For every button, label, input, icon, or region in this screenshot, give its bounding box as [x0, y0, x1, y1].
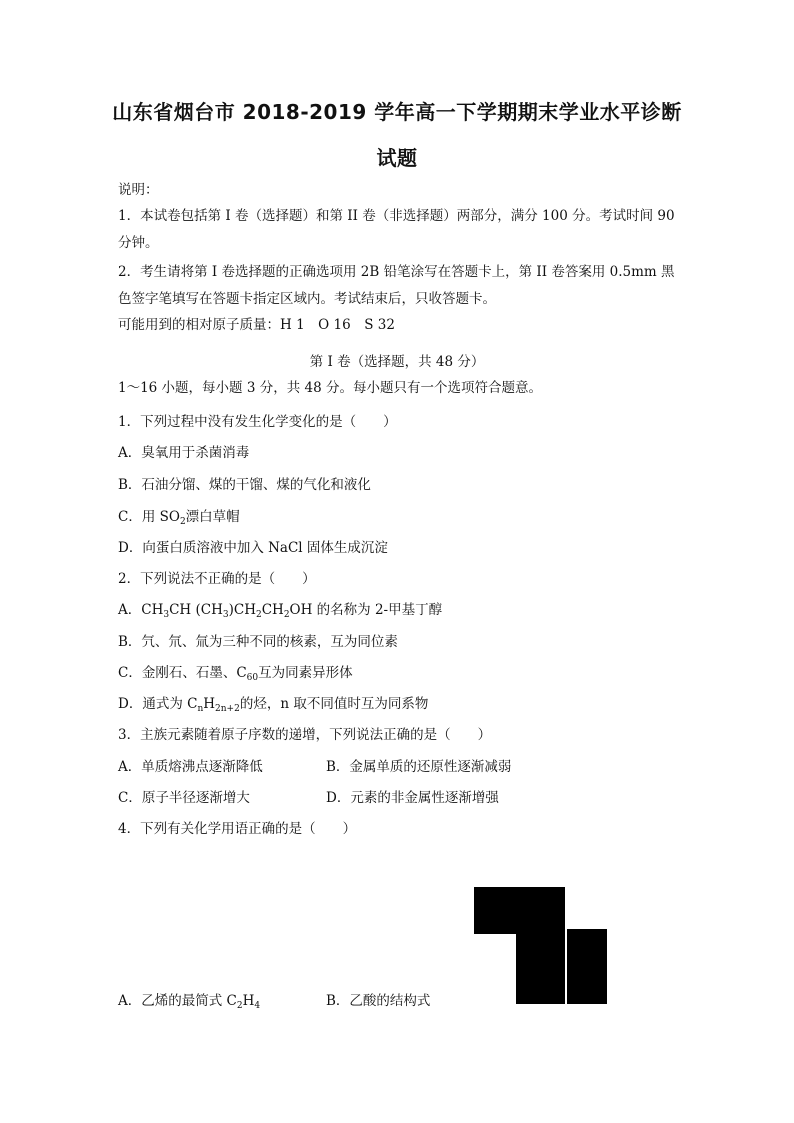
q2-stem: 2．下列说法不正确的是（ ） — [118, 571, 316, 587]
q2-option-c: C．金刚石、石墨、$C_{60}$互为同素异形体 — [118, 665, 353, 683]
note-1: 1．本试卷包括第 I 卷（选择题）和第 II 卷（非选择题）两部分，满分 100 分。考试时间 90 — [118, 208, 675, 224]
notes-heading: 说明： — [118, 182, 159, 198]
q1-option-b: B．石油分馏、煤的干馏、煤的气化和液化 — [118, 477, 371, 493]
q4-option-a: A．乙烯的最简式 $C_2H_4$ — [118, 993, 261, 1011]
exam-title: 山东省烟台市 2018-2019 学年高一下学期期末学业水平诊断 — [112, 100, 682, 124]
q1-stem: 1．下列过程中没有发生化学变化的是（ ） — [118, 414, 397, 430]
q3-option-b: B．金属单质的还原性逐渐减弱 — [326, 759, 512, 775]
q1-option-c: C．用 $SO_2$漂白草帽 — [118, 509, 240, 527]
note-1-cont: 分钟。 — [118, 235, 159, 251]
note-2: 2．考生请将第 I 卷选择题的正确选项用 2B 铅笔涂写在答题卡上，第 II 卷答案用 0.5mm 黑 — [118, 264, 675, 280]
q2-option-b: B．氕、氘、氚为三种不同的核素，互为同位素 — [118, 634, 398, 650]
q4-option-b: B．乙酸的结构式 — [326, 993, 431, 1009]
q3-option-a: A．单质熔沸点逐渐降低 — [118, 759, 263, 775]
q3-option-c: C．原子半径逐渐增大 — [118, 790, 250, 806]
section-title: 第 I 卷（选择题，共 48 分） — [309, 354, 485, 370]
q3-stem: 3．主族元素随着原子序数的递增，下列说法正确的是（ ） — [118, 727, 492, 743]
q3-option-d: D．元素的非金属性逐渐增强 — [326, 790, 499, 806]
q1-option-d: D．向蛋白质溶液中加入 NaCl 固体生成沉淀 — [118, 540, 388, 556]
q4-stem: 4．下列有关化学用语正确的是（ ） — [118, 821, 357, 837]
q2-option-d: D．通式为 $C_nH_{2n+2}$的烃，n 取不同值时互为同系物 — [118, 696, 429, 714]
note-2-cont: 色签字笔填写在答题卡指定区域内。考试结束后，只收答题卡。 — [118, 291, 496, 307]
q1-option-a: A．臭氧用于杀菌消毒 — [118, 445, 250, 461]
q2-option-a: A．$CH_3CH$ $(CH_3)CH_2CH_2OH$ 的名称为 2-甲基丁醇 — [118, 602, 443, 620]
atomic-mass-note: 可能用到的相对原子质量：H 1 O 16 S 32 — [118, 317, 395, 333]
exam-title-line2: 试题 — [376, 146, 418, 170]
section-intro: 1～16 小题，每小题 3 分，共 48 分。每小题只有一个选项符合题意。 — [118, 380, 542, 396]
